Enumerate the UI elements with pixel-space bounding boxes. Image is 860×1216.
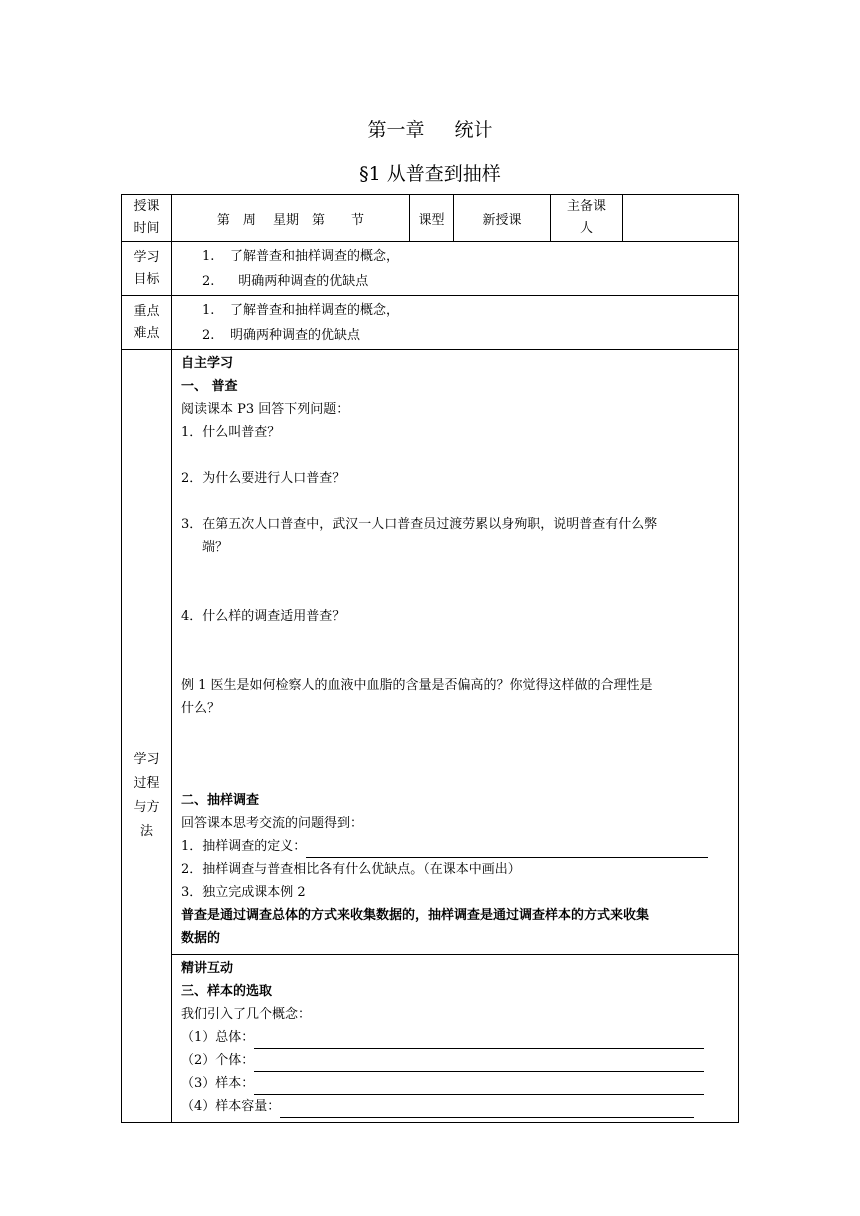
question-4: 4．什么样的调查适用普查？ bbox=[181, 609, 346, 624]
goal-item: 2. 明确两种调查的优缺点 bbox=[202, 273, 369, 289]
example-1: 例 1 医生是如何检察人的血液中血脂的含量是否偏高的？你觉得这样做的合理性是 bbox=[181, 678, 653, 693]
answer-blank[interactable] bbox=[254, 1078, 704, 1095]
part1-title: 一、 普查 bbox=[181, 379, 238, 394]
part1-intro: 阅读课本 P3 回答下列问题： bbox=[181, 402, 350, 417]
time-label: 授课时间 bbox=[122, 195, 172, 242]
answer-blank[interactable] bbox=[280, 1101, 694, 1118]
summary-line-cont: 数据的 bbox=[181, 931, 221, 946]
interactive-row bbox=[122, 955, 739, 1123]
summary-line: 普查是通过调查总体的方式来收集数据的，抽样调查是通过调查样本的方式来收集 bbox=[181, 908, 650, 923]
key-points-row bbox=[122, 296, 739, 350]
concepts-intro: 我们引入了几个概念： bbox=[181, 1007, 312, 1022]
schedule-cell: 第 周 星期 第 节 bbox=[172, 195, 410, 242]
section-title: §1 从普查到抽样 bbox=[359, 163, 501, 185]
answer-blank[interactable] bbox=[254, 1055, 704, 1072]
type-label: 课型 bbox=[410, 195, 454, 242]
preparer-value bbox=[623, 195, 739, 242]
concept-line: （2）个体： bbox=[181, 1049, 730, 1072]
question-1: 1．什么叫普查？ bbox=[181, 425, 281, 440]
interactive-heading: 精讲互动 bbox=[181, 961, 234, 976]
concept-line: （1）总体： bbox=[181, 1026, 730, 1049]
question-2: 2．为什么要进行人口普查？ bbox=[181, 471, 346, 486]
concept-line: （4）样本容量： bbox=[181, 1095, 730, 1118]
key-point-item: 2. 明确两种调查的优缺点 bbox=[202, 327, 361, 343]
goals-row bbox=[122, 242, 739, 296]
process-label: 学习过程与方法 bbox=[122, 350, 172, 1123]
part2-title: 二、抽样调查 bbox=[181, 793, 260, 808]
answer-blank[interactable] bbox=[306, 841, 708, 858]
concept-line: （3）样本： bbox=[181, 1072, 730, 1095]
part2-item-2: 2．抽样调查与普查相比各有什么优缺点。（在课本中画出） bbox=[181, 862, 521, 877]
chapter-subtitle: 统计 bbox=[454, 119, 493, 141]
process-row bbox=[122, 350, 739, 955]
goal-item: 1. 了解普查和抽样调查的概念， bbox=[202, 248, 400, 264]
interactive-content bbox=[172, 955, 739, 1123]
example-1-cont: 什么？ bbox=[181, 701, 221, 716]
part3-title: 三、样本的选取 bbox=[181, 984, 273, 999]
goals-content bbox=[172, 242, 739, 296]
chapter-title bbox=[0, 115, 860, 142]
process-content bbox=[172, 350, 739, 955]
key-point-item: 1. 了解普查和抽样调查的概念， bbox=[202, 302, 400, 318]
lesson-plan-table bbox=[121, 194, 739, 1123]
preparer-label: 主备课人 bbox=[551, 195, 623, 242]
answer-blank[interactable] bbox=[254, 1032, 704, 1049]
part2-item-3: 3．独立完成课本例 2 bbox=[181, 885, 306, 900]
question-3-cont: 端？ bbox=[202, 540, 229, 555]
key-points-label: 重点难点 bbox=[122, 296, 172, 350]
key-points-content bbox=[172, 296, 739, 350]
sampling-definition-line: 1．抽样调查的定义： bbox=[181, 835, 730, 858]
header-row bbox=[122, 195, 739, 242]
question-3: 3．在第五次人口普查中，武汉一人口普查员过渡劳累以身殉职，说明普查有什么弊 bbox=[181, 517, 658, 532]
self-study-heading: 自主学习 bbox=[181, 356, 234, 371]
chapter-number: 第一章 bbox=[367, 119, 425, 141]
type-value: 新授课 bbox=[454, 195, 551, 242]
part2-intro: 回答课本思考交流的问题得到： bbox=[181, 816, 364, 831]
goals-label: 学习目标 bbox=[122, 242, 172, 296]
